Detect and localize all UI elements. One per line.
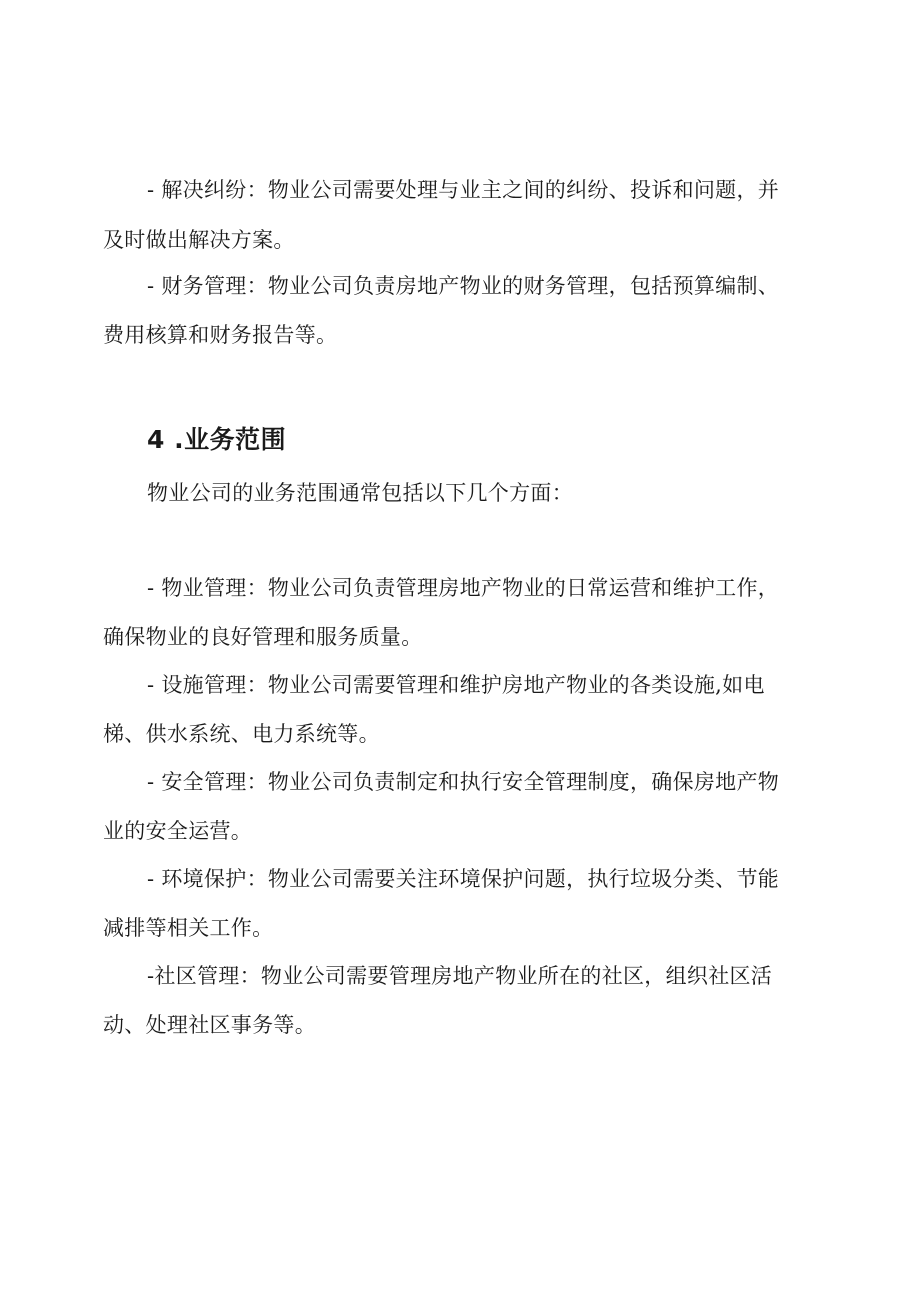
paragraph-safety-mgmt-line1: - 安全管理：物业公司负责制定和执行安全管理制度，确保房地产物 [147, 770, 780, 794]
paragraph-property-mgmt-line2: 确保物业的良好管理和服务质量。 [103, 625, 423, 649]
paragraph-community-mgmt-line2: 动、处理社区事务等。 [103, 1013, 316, 1037]
paragraph-safety-mgmt-line2: 业的安全运营。 [103, 819, 253, 843]
paragraph-property-mgmt-line1: - 物业管理：物业公司负责管理房地产物业的日常运营和维护工作， [147, 576, 780, 600]
paragraph-community-mgmt-line1: -社区管理：物业公司需要管理房地产物业所在的社区，组织社区活 [147, 964, 773, 988]
paragraph-dispute-line1: - 解决纠纷：物业公司需要处理与业主之间的纠纷、投诉和问题，并 [147, 178, 780, 202]
paragraph-facility-mgmt-line2: 梯、供水系统、电力系统等。 [103, 722, 380, 746]
section-intro: 物业公司的业务范围通常包括以下几个方面： [147, 481, 573, 505]
paragraph-finance-line2: 费用核算和财务报告等。 [103, 323, 338, 347]
paragraph-environment-line2: 减排等相关工作。 [103, 916, 274, 940]
paragraph-finance-line1: - 财务管理：物业公司负责房地产物业的财务管理，包括预算编制、 [147, 274, 780, 298]
paragraph-dispute-line2: 及时做出解决方案。 [103, 228, 295, 252]
paragraph-facility-mgmt-line1: - 设施管理：物业公司需要管理和维护房地产物业的各类设施,如电 [147, 673, 765, 697]
section-heading: 4 .业务范围 [147, 425, 287, 454]
paragraph-environment-line1: - 环境保护：物业公司需要关注环境保护问题，执行垃圾分类、节能 [147, 867, 780, 891]
